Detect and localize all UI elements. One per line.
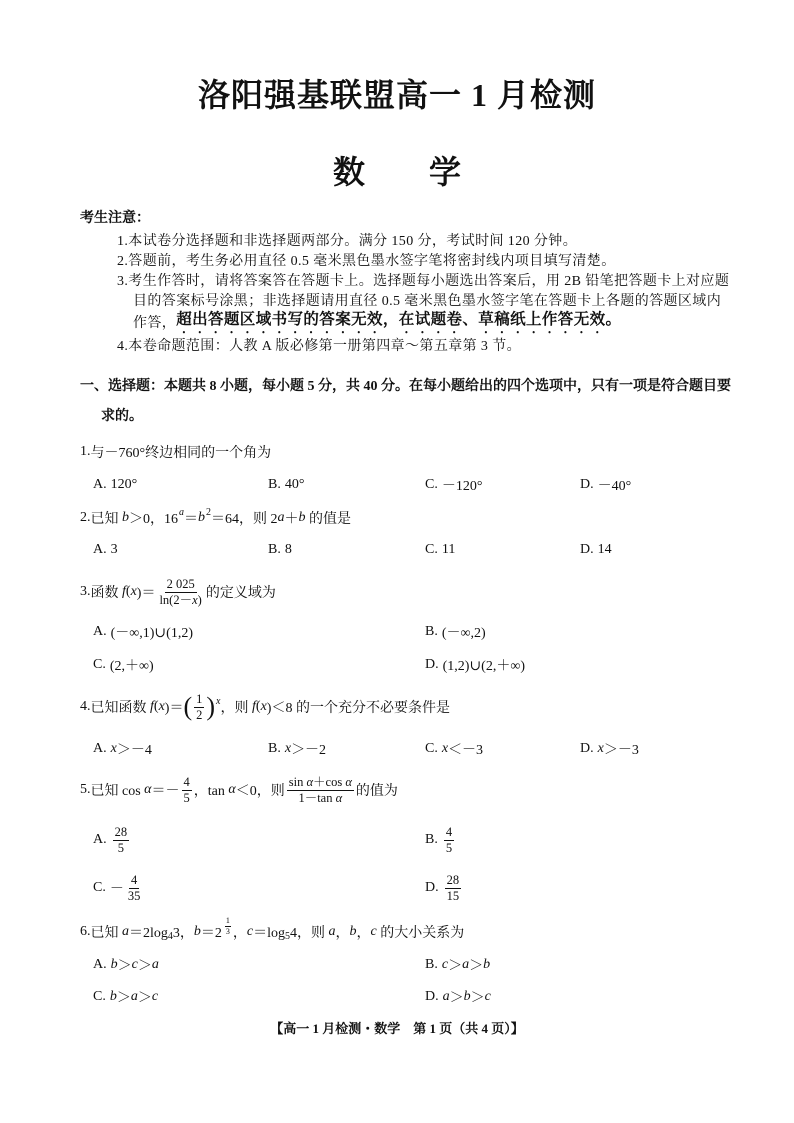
- option-label: B.: [425, 624, 438, 639]
- notice-heading: [80, 207, 150, 227]
- text-run: 2: [206, 506, 211, 518]
- notice-item-1: [117, 230, 577, 250]
- notice-item-text: 1.本试卷分选择题和非选择题两部分。满分 150 分，考试时间 120 分钟。: [117, 234, 578, 249]
- text-run: 函数: [90, 586, 122, 601]
- math-variable: b: [483, 957, 491, 972]
- text-run: ＜－3: [448, 743, 484, 758]
- text-run: 2: [196, 707, 203, 722]
- option-a: [93, 955, 159, 975]
- text-run: ＞－4: [116, 743, 152, 758]
- text-run: ，: [356, 926, 371, 941]
- math-variable: b: [463, 989, 471, 1004]
- option-d: [580, 475, 631, 495]
- option-content: [443, 655, 525, 675]
- math-variable: b: [122, 510, 129, 525]
- question-number: 5.: [80, 782, 91, 797]
- question-stem: [91, 775, 398, 805]
- option-c: [425, 739, 483, 759]
- option-a: [93, 622, 193, 642]
- question-number: 2.: [80, 510, 91, 525]
- option-content: [443, 873, 464, 903]
- math-variable: a: [328, 924, 336, 939]
- option-label: D.: [425, 880, 439, 895]
- text-run: 1: [196, 692, 203, 707]
- text-run: ，: [335, 926, 350, 941]
- text-run: (2,＋∞): [109, 659, 154, 674]
- math-variable: α: [144, 782, 152, 797]
- option-content: [598, 475, 632, 495]
- fraction-denominator: [126, 889, 143, 903]
- option-label: A.: [93, 741, 107, 756]
- subscript: [285, 931, 290, 942]
- question-stem: [91, 692, 450, 722]
- section-heading-text: 求的。: [101, 409, 143, 424]
- option-a: [93, 820, 131, 860]
- option-content: [442, 542, 455, 558]
- math-variable: x: [597, 741, 604, 756]
- fraction-denominator: [444, 841, 454, 855]
- fraction-denominator: [194, 708, 204, 722]
- fraction-numerator: [445, 873, 462, 888]
- option-content: [111, 477, 138, 493]
- text-run: ＞: [449, 991, 464, 1006]
- fraction: [182, 775, 192, 805]
- math-variable: f: [122, 584, 126, 599]
- option-label: C.: [425, 741, 438, 756]
- text-run: ＞: [469, 959, 484, 974]
- text-run: ＋: [284, 512, 299, 527]
- option-d: [580, 540, 612, 560]
- question-stem: [91, 577, 276, 607]
- math-variable: c: [151, 989, 159, 1004]
- math-variable: x: [216, 695, 221, 707]
- option-content: [285, 477, 305, 493]
- text-run: 1: [225, 916, 230, 926]
- text-run: ＞: [137, 991, 152, 1006]
- text-run: －40°: [597, 479, 632, 494]
- text-run: ＝2log: [129, 926, 168, 941]
- text-run: 4: [445, 825, 453, 840]
- fraction: [113, 825, 130, 855]
- math-variable: x: [284, 741, 292, 756]
- option-content: [598, 542, 612, 558]
- option-label: A.: [93, 832, 107, 847]
- notice-emphasis-text: 超出答题区域书写的答案无效，在试题卷、草稿纸上作答无效。: [176, 311, 622, 328]
- option-a: [93, 540, 118, 560]
- fraction-numerator: [165, 577, 197, 592]
- option-label: C.: [425, 542, 438, 557]
- fraction: [157, 577, 203, 607]
- option-label: A.: [93, 957, 107, 972]
- option-label: C.: [93, 880, 106, 895]
- text-run: 15: [446, 888, 460, 903]
- text-run: ，: [232, 926, 247, 941]
- fraction-denominator: [224, 927, 232, 936]
- fraction-numerator: [113, 825, 130, 840]
- question-stem-line: [80, 572, 276, 612]
- math-variable: x: [441, 741, 449, 756]
- section-heading-line-1: [80, 375, 731, 395]
- math-variable: α: [345, 775, 352, 790]
- text-run: 4: [130, 873, 138, 888]
- text-run: ＞－2: [291, 743, 327, 758]
- option-label: D.: [580, 477, 594, 492]
- fraction-numerator: [129, 873, 139, 888]
- math-variable: a: [277, 510, 285, 525]
- math-variable: c: [441, 957, 449, 972]
- option-content: [111, 955, 159, 975]
- text-run: ＝log: [253, 926, 285, 941]
- superscript: [206, 507, 211, 518]
- option-content: [442, 825, 456, 855]
- question-stem-line: [80, 442, 271, 462]
- math-variable: a: [151, 957, 159, 972]
- text-run: (－∞,2): [441, 626, 486, 641]
- option-content: [111, 542, 118, 558]
- option-d: [580, 739, 639, 759]
- text-run: ＞: [448, 959, 463, 974]
- option-b: [425, 820, 456, 860]
- option-content: [111, 739, 152, 759]
- text-run: 5: [183, 790, 190, 805]
- math-variable: x: [130, 584, 137, 599]
- text-run: 1－tan: [298, 790, 336, 805]
- option-label: C.: [93, 989, 106, 1004]
- fraction: [287, 775, 354, 805]
- superscript: [216, 696, 220, 707]
- question-stem-line: [80, 770, 398, 810]
- option-content: [443, 987, 491, 1007]
- text-run: －120°: [441, 479, 483, 494]
- text-run: (1,2)∪(2,＋∞): [442, 659, 525, 674]
- text-run: )＝: [164, 701, 184, 716]
- option-b: [425, 622, 486, 642]
- superscript: [179, 507, 184, 518]
- question-stem-line: [80, 687, 450, 727]
- math-variable: b: [298, 510, 306, 525]
- large-parenthesis: (: [183, 692, 193, 721]
- notice-item-text: 2.答题前，考生务必用直径 0.5 毫米黑色墨水签字笔将密封线内项目填写清楚。: [117, 254, 616, 269]
- fraction: [445, 873, 462, 903]
- text-run: ＞: [470, 991, 485, 1006]
- option-content: [285, 739, 326, 759]
- option-c: [93, 868, 144, 908]
- section-heading-text: 一、选择题：本题共 8 小题，每小题 5 分，共 40 分。在每小题给出的四个选项中，只有一项是符合题目要: [80, 379, 731, 394]
- option-d: [425, 868, 463, 908]
- text-run: 已知: [90, 512, 122, 527]
- fraction: [126, 873, 143, 903]
- math-variable: a: [130, 989, 138, 1004]
- option-content: [598, 739, 639, 759]
- math-variable: x: [158, 699, 165, 714]
- option-content: [111, 622, 193, 642]
- text-run: －: [109, 882, 124, 897]
- exam-title: 洛阳强基联盟高一 1 月检测: [197, 77, 596, 113]
- option-label: B.: [268, 477, 281, 492]
- option-label: C.: [425, 477, 438, 492]
- text-run: 已知函数: [90, 701, 150, 716]
- text-run: 11: [441, 542, 456, 557]
- question-stem: [91, 508, 352, 528]
- text-run: 4: [183, 775, 190, 790]
- text-run: ＜0，则: [235, 784, 285, 799]
- question-stem-line: [80, 508, 351, 528]
- text-run: 的大小关系为: [376, 926, 465, 941]
- option-content: [285, 542, 292, 558]
- option-label: D.: [425, 989, 439, 1004]
- question-number: 4.: [80, 699, 91, 714]
- math-variable: a: [462, 957, 470, 972]
- option-content: [111, 825, 132, 855]
- option-content: [442, 739, 483, 759]
- option-d: [425, 655, 525, 675]
- text-run: ＞: [117, 959, 132, 974]
- text-run: (: [153, 699, 159, 714]
- option-c: [425, 475, 482, 495]
- option-label: A.: [93, 542, 107, 557]
- option-c: [93, 655, 154, 675]
- text-run: 8: [284, 542, 292, 557]
- option-label: A.: [93, 477, 107, 492]
- text-run: ): [197, 592, 202, 607]
- text-run: ＞0，16: [129, 512, 178, 527]
- text-run: )＝: [136, 586, 156, 601]
- option-content: [442, 955, 490, 975]
- fraction: [194, 692, 204, 722]
- subscript: [168, 931, 173, 942]
- page-footer-text: 【高一 1 月检测・数学 第 1 页（共 4 页）】: [270, 1020, 524, 1036]
- text-run: ＝－: [151, 784, 180, 799]
- question-stem: [91, 442, 272, 462]
- option-b: [268, 739, 326, 759]
- fraction-denominator: [296, 791, 344, 805]
- notice-item-text: 3.考生作答时，请将答案答在答题卡上。选择题每小题选出答案后，用 2B 铅笔把答题卡上对应题: [117, 274, 730, 289]
- notice-item-text: 作答，: [133, 316, 177, 331]
- option-label: B.: [268, 741, 281, 756]
- fraction-denominator: [157, 593, 203, 607]
- fraction-denominator: [182, 791, 192, 805]
- text-run: (: [255, 699, 261, 714]
- math-variable: b: [109, 989, 117, 1004]
- option-label: B.: [425, 957, 438, 972]
- question-number: 6.: [80, 924, 91, 939]
- math-variable: x: [110, 741, 117, 756]
- notice-item-3-line-3: [133, 311, 621, 333]
- text-run: 的值是: [305, 512, 351, 527]
- option-content: [442, 622, 486, 642]
- question-number: 1.: [80, 444, 91, 459]
- option-label: D.: [580, 741, 594, 756]
- text-run: 3: [110, 542, 118, 557]
- text-run: ＞－3: [603, 743, 639, 758]
- notice-item-3-line-1: [117, 270, 729, 290]
- text-run: ＝2: [200, 926, 222, 941]
- math-variable: α: [228, 782, 236, 797]
- text-run: ，则: [220, 701, 252, 716]
- text-run: 4: [167, 930, 173, 942]
- text-run: 已知 cos: [90, 784, 145, 799]
- option-content: [110, 655, 154, 675]
- text-run: ＞: [116, 991, 131, 1006]
- text-run: ＝: [184, 512, 198, 527]
- fraction-numerator: [444, 825, 454, 840]
- math-variable: c: [484, 989, 491, 1004]
- question-stem-line: [80, 916, 465, 944]
- option-label: D.: [580, 542, 594, 557]
- text-run: 2 025: [166, 577, 195, 592]
- math-variable: x: [192, 592, 198, 607]
- text-run: ＋cos: [313, 775, 346, 790]
- text-run: sin: [288, 775, 307, 790]
- math-variable: b: [110, 957, 118, 972]
- text-run: 4，则: [290, 926, 329, 941]
- large-parenthesis: ): [206, 692, 216, 721]
- text-run: ＝64，则 2: [211, 512, 278, 527]
- option-content: [110, 873, 145, 903]
- option-label: C.: [93, 657, 106, 672]
- page-footer: [0, 1017, 794, 1037]
- option-label: D.: [425, 657, 439, 672]
- question-stem: [90, 916, 465, 942]
- option-a: [93, 739, 152, 759]
- text-run: 5: [285, 930, 290, 942]
- section-heading-line-2: [101, 405, 143, 425]
- text-run: 5: [445, 840, 453, 855]
- text-run: 与－760°终边相同的一个角为: [90, 446, 272, 461]
- option-content: [442, 475, 483, 495]
- option-c: [93, 987, 158, 1007]
- fraction: [224, 916, 232, 935]
- math-variable: c: [131, 957, 138, 972]
- math-variable: a: [179, 506, 184, 518]
- fraction: [444, 825, 454, 855]
- question-number: 3.: [80, 584, 91, 599]
- text-run: 的值为: [355, 784, 398, 799]
- math-variable: b: [193, 924, 201, 939]
- math-variable: c: [370, 924, 377, 939]
- math-variable: α: [306, 775, 314, 790]
- notice-item-text: 目的答案标号涂黑；非选择题请用直径 0.5 毫米黑色墨水签字笔在答题卡上各题的答题区域内: [133, 294, 722, 309]
- text-run: 5: [117, 840, 124, 855]
- text-run: 已知: [90, 926, 122, 941]
- math-variable: a: [122, 924, 129, 939]
- math-variable: b: [198, 510, 205, 525]
- option-label: A.: [93, 624, 107, 639]
- option-content: [110, 987, 158, 1007]
- text-run: 120°: [110, 477, 138, 492]
- fraction-numerator: [287, 775, 354, 790]
- text-run: )＜8 的一个充分不必要条件是: [266, 701, 450, 716]
- text-run: ln(2－: [159, 592, 193, 607]
- math-variable: x: [260, 699, 267, 714]
- text-run: 14: [597, 542, 612, 557]
- option-a: [93, 475, 137, 495]
- text-run: ，tan: [193, 784, 229, 799]
- fraction-denominator: [116, 841, 126, 855]
- math-variable: f: [150, 699, 154, 714]
- fraction-denominator: [445, 889, 462, 903]
- option-d: [425, 987, 491, 1007]
- fraction-numerator: [225, 916, 231, 926]
- text-run: (: [125, 584, 131, 599]
- notice-heading-text: 考生注意：: [80, 211, 150, 226]
- option-b: [425, 955, 490, 975]
- notice-item-text: 4.本卷命题范围：人教 A 版必修第一册第四章～第五章第 3 节。: [117, 339, 522, 354]
- option-label: B.: [268, 542, 281, 557]
- math-variable: b: [349, 924, 357, 939]
- text-run: ＞: [137, 959, 152, 974]
- option-b: [268, 540, 292, 560]
- option-b: [268, 475, 304, 495]
- math-variable: c: [246, 924, 254, 939]
- text-run: 3: [225, 926, 230, 936]
- text-run: (－∞,1)∪(1,2): [110, 626, 193, 641]
- text-run: 35: [127, 888, 141, 903]
- text-run: 3，: [172, 926, 194, 941]
- fraction-numerator: [194, 692, 204, 707]
- fraction-numerator: [182, 775, 192, 790]
- text-run: 的定义域为: [205, 586, 276, 601]
- text-run: 28: [114, 825, 128, 840]
- subject-title: 数 学: [332, 154, 461, 190]
- notice-item-4: [117, 335, 521, 355]
- option-c: [425, 540, 455, 560]
- option-label: B.: [425, 832, 438, 847]
- text-run: 28: [446, 873, 460, 888]
- notice-item-2: [117, 250, 616, 270]
- math-variable: a: [442, 989, 450, 1004]
- text-run: 40°: [284, 477, 305, 492]
- superscript: [223, 916, 233, 935]
- math-variable: α: [335, 790, 343, 805]
- math-variable: f: [252, 699, 256, 714]
